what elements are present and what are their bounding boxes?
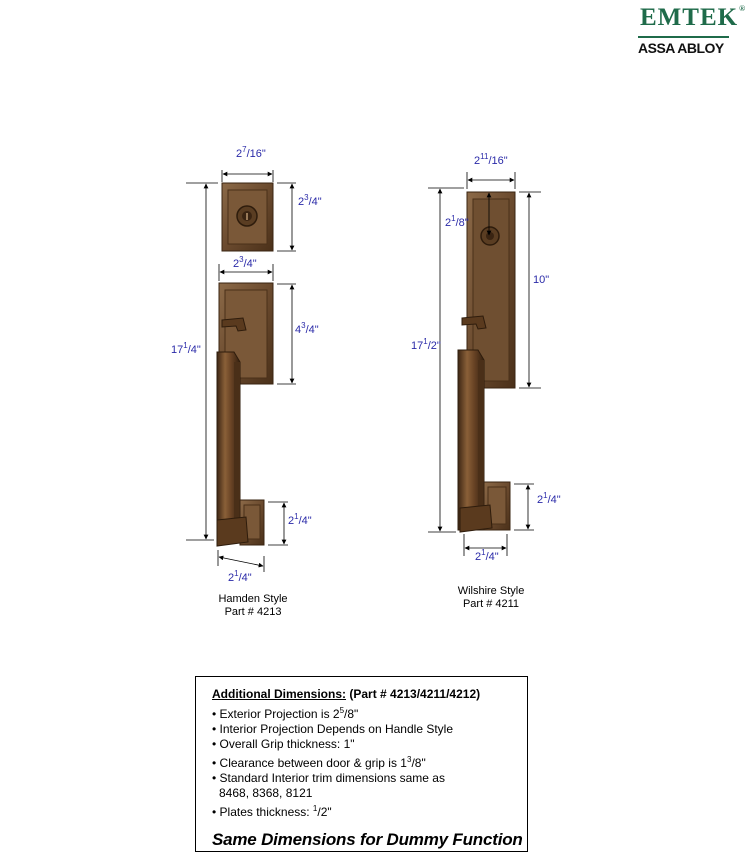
hamden-overall-height-label: $17^1/4$"	[171, 341, 201, 356]
emtek-logo: EMTEK®	[640, 4, 746, 31]
wilshire-caption	[421, 585, 561, 611]
info-title: Additional Dimensions: (Part # 4213/4211/4212)	[212, 687, 481, 701]
wilshire-handleset	[458, 192, 515, 532]
info-line-trim-models: 8468, 8368, 8121	[219, 786, 313, 800]
info-line-interior-projection: • Interior Projection Depends on Handle Style	[212, 722, 454, 736]
info-line-interior-trim: • Standard Interior trim dimensions same as	[212, 771, 445, 785]
hamden-style-name: Hamden Style	[218, 593, 288, 605]
hamden-bottom-height-label: $2^1/4$"	[288, 512, 312, 527]
wilshire-part-number: Part # 4211	[462, 598, 520, 610]
info-line-exterior-projection: • Exterior Projection is $2^5/8$"	[212, 706, 359, 721]
hamden-handleset	[217, 283, 273, 546]
hamden-part-number: Part # 4213	[224, 606, 282, 618]
info-line-clearance: • Clearance between door & grip is $1^3/8$"	[212, 755, 426, 770]
hamden-deadbolt-height-label: $2^3/4$"	[298, 193, 322, 208]
wilshire-upper-height-label: 10"	[533, 274, 550, 286]
info-line-plate-thickness: • Plates thickness: $^1$/2"	[212, 804, 332, 819]
hamden-deadbolt-width-label: $2^7/16$"	[236, 145, 266, 160]
hamden-deadbolt	[222, 183, 273, 251]
hamden-plate-height-label: $4^3/4$"	[295, 321, 319, 336]
wilshire-bottom-height-label: $2^1/4$"	[537, 491, 561, 506]
wilshire-overall-height-label: $17^1/2$"	[411, 337, 441, 352]
hamden-plate-width-label: $2^3/4$"	[233, 255, 257, 270]
hamden-bottom-width-label: $2^1/4$"	[228, 569, 252, 584]
additional-dimensions-box	[195, 676, 528, 852]
wilshire-style-name: Wilshire Style	[457, 585, 525, 597]
assa-abloy-logo: ASSA ABLOY	[638, 40, 724, 56]
wilshire-cylinder-offset-label: $2^1/8$"	[445, 214, 469, 229]
hamden-caption	[183, 593, 323, 619]
dummy-function-note: Same Dimensions for Dummy Function	[212, 830, 523, 849]
wilshire-plate-width-label: $2^{11}/16$"	[474, 152, 508, 167]
info-line-grip-thickness: • Overall Grip thickness: 1"	[212, 737, 355, 751]
wilshire-bottom-width-label: $2^1/4$"	[475, 548, 499, 563]
